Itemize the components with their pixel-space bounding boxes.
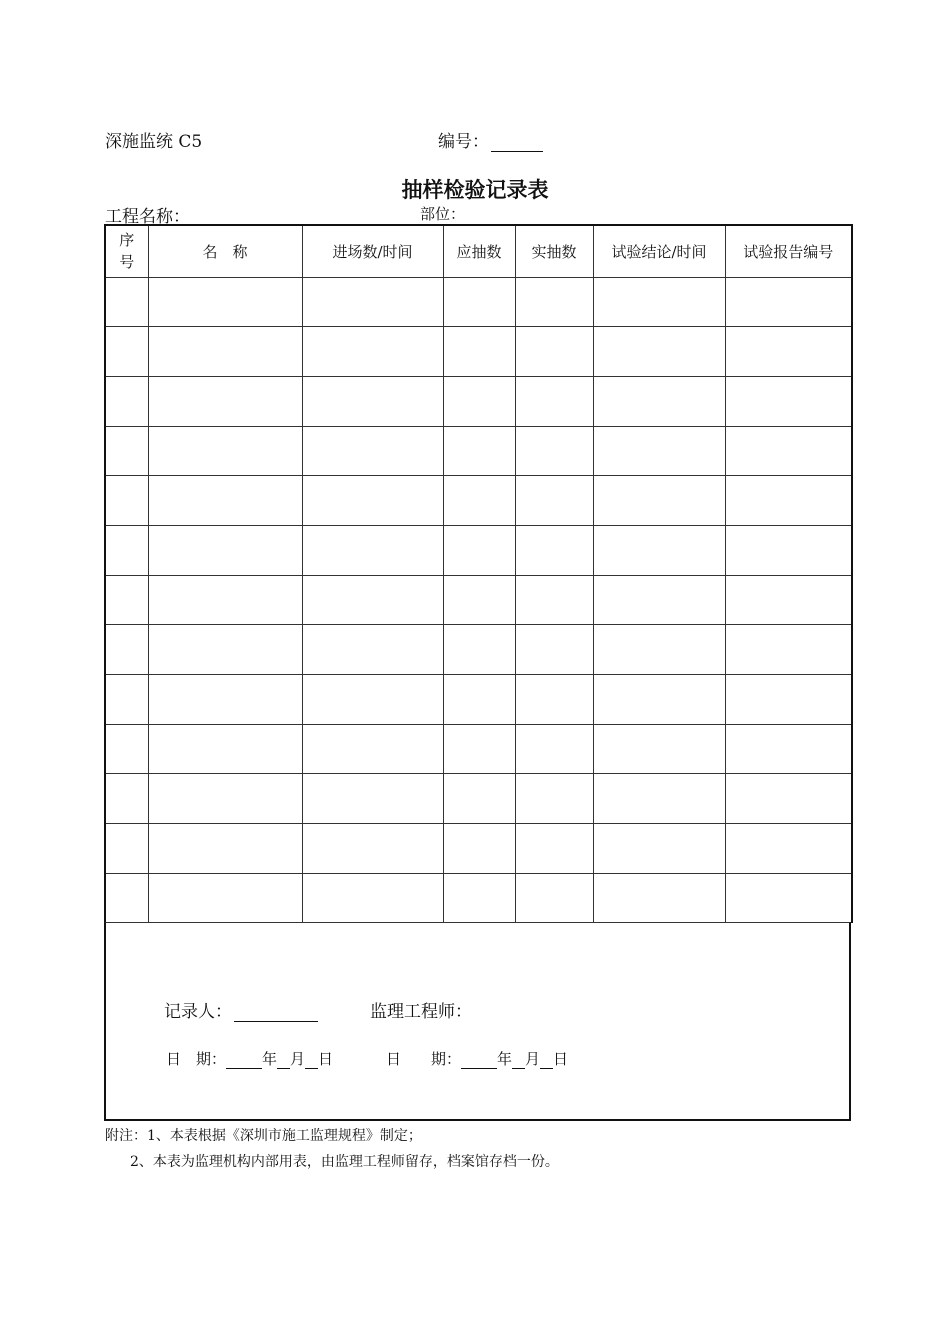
table-cell[interactable] (725, 575, 852, 625)
table-cell[interactable] (105, 525, 148, 575)
table-cell[interactable] (302, 327, 443, 377)
table-cell[interactable] (593, 575, 725, 625)
table-cell[interactable] (148, 575, 302, 625)
table-cell[interactable] (105, 575, 148, 625)
column-header-required-samples: 应抽数 (443, 225, 515, 277)
table-cell[interactable] (105, 476, 148, 526)
table-cell[interactable] (593, 774, 725, 824)
table-row (105, 327, 852, 377)
table-cell[interactable] (593, 376, 725, 426)
table-cell[interactable] (443, 724, 515, 774)
table-cell[interactable] (105, 675, 148, 725)
column-header-test-result: 试验结论/时间 (593, 225, 725, 277)
table-cell[interactable] (443, 625, 515, 675)
table-cell[interactable] (725, 824, 852, 874)
table-row (105, 873, 852, 923)
table-row (105, 575, 852, 625)
table-row (105, 426, 852, 476)
table-cell[interactable] (148, 426, 302, 476)
table-cell[interactable] (725, 426, 852, 476)
table-row (105, 724, 852, 774)
location-label: 部位： (420, 205, 466, 223)
table-cell[interactable] (725, 774, 852, 824)
recorder-date: 日 期： 年 月 日 (166, 1050, 334, 1068)
table-row (105, 675, 852, 725)
table-cell[interactable] (515, 525, 593, 575)
table-cell[interactable] (443, 774, 515, 824)
column-header-name: 名 称 (148, 225, 302, 277)
table-row (105, 824, 852, 874)
sampling-table (104, 224, 853, 923)
table-cell[interactable] (725, 675, 852, 725)
table-cell[interactable] (515, 376, 593, 426)
table-cell[interactable] (515, 476, 593, 526)
engineer-label: 监理工程师： (370, 1002, 472, 1022)
table-cell[interactable] (593, 525, 725, 575)
table-cell[interactable] (302, 376, 443, 426)
table-cell[interactable] (515, 724, 593, 774)
table-cell[interactable] (725, 625, 852, 675)
serial-label: 编号： (438, 132, 489, 152)
table-cell[interactable] (725, 724, 852, 774)
table-cell[interactable] (515, 873, 593, 923)
table-cell[interactable] (443, 873, 515, 923)
table-cell[interactable] (443, 327, 515, 377)
table-cell[interactable] (443, 476, 515, 526)
table-cell[interactable] (302, 525, 443, 575)
recorder-field (164, 997, 318, 1022)
table-cell[interactable] (302, 625, 443, 675)
table-cell[interactable] (105, 277, 148, 327)
table-cell[interactable] (148, 476, 302, 526)
table-cell[interactable] (105, 873, 148, 923)
table-cell[interactable] (148, 625, 302, 675)
table-cell[interactable] (443, 426, 515, 476)
column-header-report-number: 试验报告编号 (725, 225, 852, 277)
column-header-seq: 序 号 (105, 225, 148, 277)
table-cell[interactable] (443, 824, 515, 874)
table-cell[interactable] (593, 724, 725, 774)
table-cell[interactable] (105, 327, 148, 377)
table-cell[interactable] (105, 824, 148, 874)
table-cell[interactable] (593, 824, 725, 874)
recorder-blank (234, 1003, 318, 1022)
table-cell[interactable] (105, 774, 148, 824)
table-cell[interactable] (148, 873, 302, 923)
table-cell[interactable] (725, 476, 852, 526)
table-row (105, 376, 852, 426)
table-cell[interactable] (593, 327, 725, 377)
table-cell[interactable] (105, 426, 148, 476)
project-name-label: 工程名称： (105, 207, 190, 227)
table-cell[interactable] (593, 675, 725, 725)
table-cell[interactable] (302, 575, 443, 625)
table-cell[interactable] (515, 277, 593, 327)
table-row (105, 476, 852, 526)
signature-section (104, 922, 851, 1121)
table-cell[interactable] (593, 277, 725, 327)
table-cell[interactable] (515, 675, 593, 725)
table-cell[interactable] (515, 327, 593, 377)
table-cell[interactable] (105, 724, 148, 774)
table-cell[interactable] (302, 774, 443, 824)
table-cell[interactable] (148, 675, 302, 725)
table-cell[interactable] (725, 277, 852, 327)
table-cell[interactable] (725, 376, 852, 426)
table-cell[interactable] (443, 575, 515, 625)
table-cell[interactable] (105, 376, 148, 426)
table-cell[interactable] (302, 426, 443, 476)
table-cell[interactable] (725, 525, 852, 575)
table-cell[interactable] (593, 476, 725, 526)
serial-blank (491, 135, 543, 152)
table-cell[interactable] (302, 724, 443, 774)
table-row (105, 277, 852, 327)
table-cell[interactable] (148, 327, 302, 377)
table-cell[interactable] (302, 476, 443, 526)
table-cell[interactable] (148, 824, 302, 874)
table-cell[interactable] (105, 625, 148, 675)
table-cell[interactable] (443, 525, 515, 575)
serial-number (438, 127, 543, 152)
table-cell[interactable] (593, 426, 725, 476)
table-cell[interactable] (148, 724, 302, 774)
footnote-2: 2、本表为监理机构内部用表，由监理工程师留存，档案馆存档一份。 (130, 1154, 559, 1170)
table-row (105, 625, 852, 675)
table-row (105, 774, 852, 824)
engineer-date: 日 期： 年 月 日 (386, 1050, 569, 1068)
table-cell[interactable] (148, 774, 302, 824)
table-row (105, 525, 852, 575)
table-cell[interactable] (443, 376, 515, 426)
table-cell[interactable] (515, 774, 593, 824)
table-cell[interactable] (148, 376, 302, 426)
column-header-arrival: 进场数/时间 (302, 225, 443, 277)
table-cell[interactable] (302, 873, 443, 923)
column-header-actual-samples: 实抽数 (515, 225, 593, 277)
table-cell[interactable] (302, 675, 443, 725)
recorder-label: 记录人： (164, 1002, 232, 1022)
table-cell[interactable] (515, 625, 593, 675)
table-cell[interactable] (593, 873, 725, 923)
table-cell[interactable] (515, 824, 593, 874)
table-cell[interactable] (515, 426, 593, 476)
table-cell[interactable] (148, 525, 302, 575)
table-cell[interactable] (148, 277, 302, 327)
table-cell[interactable] (515, 575, 593, 625)
table-cell[interactable] (725, 327, 852, 377)
form-code: 深施监统 C5 (105, 132, 203, 152)
table-cell[interactable] (443, 675, 515, 725)
table-cell[interactable] (443, 277, 515, 327)
table-cell[interactable] (302, 277, 443, 327)
table-cell[interactable] (725, 873, 852, 923)
table-cell[interactable] (302, 824, 443, 874)
form-title: 抽样检验记录表 (401, 177, 549, 202)
table-cell[interactable] (593, 625, 725, 675)
table-header-row (105, 225, 852, 277)
footnote-1: 附注：1、本表根据《深圳市施工监理规程》制定； (105, 1128, 422, 1144)
